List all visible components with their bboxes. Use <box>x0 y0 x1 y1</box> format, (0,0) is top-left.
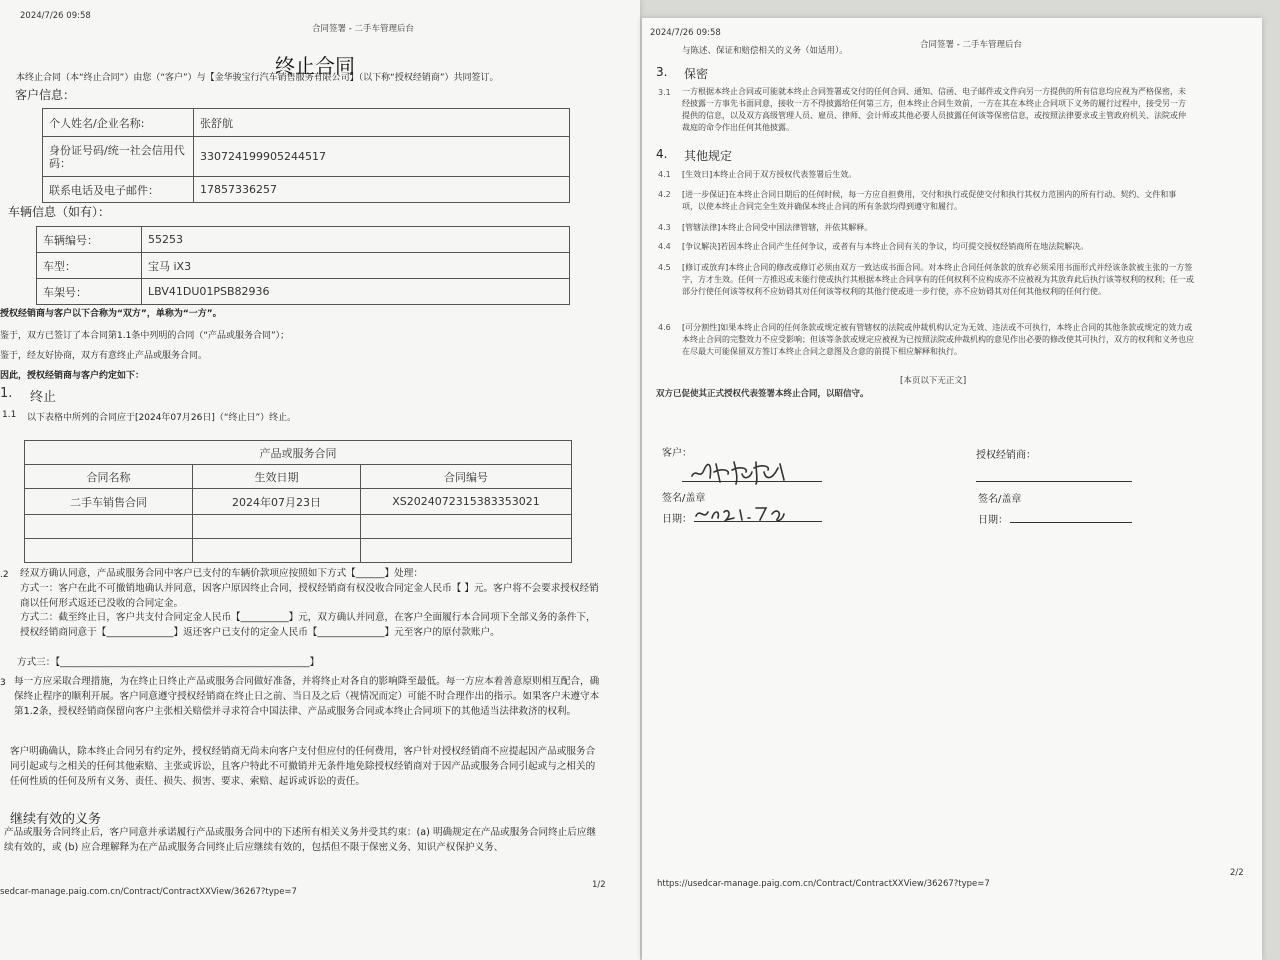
clause-4-3-number: 4.3 <box>658 223 671 232</box>
section-1-number: 1. <box>0 386 13 401</box>
customer-signature-label: 客户： <box>662 448 692 459</box>
customer-sign-stamp-label: 签名/盖章 <box>662 493 706 504</box>
dealer-signature-label: 授权经销商： <box>976 450 1036 461</box>
table-row <box>37 279 570 305</box>
clause-1-1-text: 以下表格中所列的合同应于[2024年07月26日]（“终止日”）终止。 <box>27 413 297 423</box>
print-timestamp: 2024/7/26 09:58 <box>20 11 91 21</box>
table-row <box>25 489 572 515</box>
customer-value: 张舒航 <box>194 109 570 137</box>
customer-label: 个人姓名/企业名称: <box>43 109 194 137</box>
customer-value: 330724199905244517 <box>194 137 570 177</box>
clause-1-3-number: 3 <box>0 678 6 688</box>
parties-definition: 授权经销商与客户以下合称为“双方”，单称为“一方”。 <box>0 309 222 319</box>
clause-1-2-option-2: 方式二：截至终止日，客户共支付合同定金人民币【__________】元，双方确认并同意，在客户全面履行本合同项下全部义务的条件下，授权经销商同意于【______________】返还客户已支付的定金人民币【______________】元至客户的原付款账户。 <box>20 612 596 638</box>
empty-cell <box>193 515 361 539</box>
contract-number-cell: XS2024072315383353021 <box>361 489 572 515</box>
table-row <box>43 137 570 177</box>
vehicle-heading: 车辆信息（如有）： <box>8 205 111 219</box>
clause-4-4-text: [争议解决]若因本终止合同产生任何争议，或者有与本终止合同有关的争议，均可提交授权经销商所在地法院解决。 <box>682 242 1089 251</box>
page-number: 1/2 <box>592 880 606 890</box>
clause-1-4-text: 客户明确确认，除本终止合同另有约定外，授权经销商无尚未向客户支付但应付的任何费用，客户针对授权经销商不应提起因产品或服务合同引起或与之相关的任何其他索赔、主张或诉讼，且客户特此不可撤销并无条件地免除授权经销商对于因产品或服务合同引起或与之相关的任何性质的任何及所有义务、责任、损失、损害、要求、索赔、起诉或诉讼的责任。 <box>10 746 596 787</box>
intro-paragraph: 本终止合同（本“终止合同”）由您（“客户”）与【金华骏宝行汽车销售服务有限公司】（以下称“授权经销商”）共同签订。 <box>16 73 499 83</box>
dealer-date-line <box>1010 522 1132 523</box>
clause-1-3-text: 每一方应采取合理措施，为在终止日终止产品或服务合同做好准备，并将终止对各自的影响降至最低。每一方应本着善意原则相互配合，确保终止程序的顺利开展。客户同意遵守授权经销商在终止日之前、当日及之后（视情况而定）可能不时合理作出的指示。如果客户未遵守本第1.2条，授权经销商保留向客户主张相关赔偿并寻求符合中国法律、产品或服务合同或本终止合同项下的其他适当法律救济的权利。 <box>14 676 600 717</box>
continued-line: 与陈述、保证和赔偿相关的义务（如适用）。 <box>682 46 848 56</box>
print-header: 合同签署 - 二手车管理后台 <box>312 24 414 34</box>
column-header: 合同名称 <box>25 465 193 489</box>
customer-date-label: 日期： <box>662 514 692 525</box>
customer-heading: 客户信息： <box>15 88 76 102</box>
table-row <box>43 177 570 203</box>
vehicle-value: LBV41DU01PSB82936 <box>142 279 570 305</box>
section-4-title: 其他规定 <box>684 149 733 163</box>
contract-name-cell: 二手车销售合同 <box>25 489 193 515</box>
footer-url: https://usedcar-manage.paig.com.cn/Contract/ContractXXView/36267?type=7 <box>657 879 990 889</box>
table-row <box>43 109 570 137</box>
clause-4-4-number: 4.4 <box>658 242 671 251</box>
section-2-text: 产品或服务合同终止后，客户同意并承诺履行产品或服务合同中的下述所有相关义务并受其约束：(a) 明确规定在产品或服务合同终止后应继续有效的，或 (b) 应合理解释为在产品或服务合同终止后应继续有效的，包括但不限于保密义务、知识产权保护义务、 <box>4 827 597 853</box>
empty-cell <box>25 515 193 539</box>
vehicle-value: 55253 <box>142 227 570 253</box>
empty-cell <box>193 539 361 563</box>
dealer-date-label: 日期： <box>978 515 1008 526</box>
clause-1-2-text: 经双方确认同意，产品或服务合同中客户已支付的车辆价款项应按照如下方式【______】处理： <box>20 568 423 579</box>
column-header: 生效日期 <box>193 465 361 489</box>
customer-label: 联系电话及电子邮件： <box>43 177 194 203</box>
clause-4-5-text: [修订或放弃]本终止合同的修改或修订必须由双方一致达成书面合同。对本终止合同任何条款的放弃必须采用书面形式并经该条款被主张的一方签字，方才生效。任何一方推迟或未能行使或执行其根据本终止合同享有的任何权利不应构成亦不应被视为其放弃此后执行该等权利的权利；任一或部分行使任何该等权利不应妨碍其对任何该等权利的其他行使或进一步行使，亦不应妨碍其对任何其他权利的任何行使。 <box>682 263 1194 296</box>
handwritten-signature <box>686 450 796 490</box>
empty-cell <box>25 539 193 563</box>
clause-4-3-text: [管辖法律]本终止合同受中国法律管辖，并依其解释。 <box>682 223 873 232</box>
empty-cell <box>361 539 572 563</box>
table-row <box>37 253 570 279</box>
clause-1-1-number: 1.1 <box>2 410 17 420</box>
clause-1-2-option-1: 方式一：客户在此不可撤销地确认并同意，因客户原因终止合同，授权经销商有权没收合同定金人民币【 】元。客户将不会要求授权经销商以任何形式返还已没收的合同定金。 <box>20 583 599 609</box>
table-row <box>25 539 572 563</box>
clause-3-1-number: 3.1 <box>658 88 671 97</box>
whereas-clause-1: 鉴于，双方已签订了本合同第1.1条中列明的合同（“产品或服务合同”）； <box>0 331 290 341</box>
customer-date-line <box>694 521 822 522</box>
witness-clause: 双方已促使其正式授权代表签署本终止合同，以昭信守。 <box>656 389 869 399</box>
print-timestamp: 2024/7/26 09:58 <box>650 28 721 38</box>
therefore-clause: 因此，授权经销商与客户约定如下： <box>0 371 145 381</box>
whereas-clause-2: 鉴于，经友好协商，双方有意终止产品或服务合同。 <box>0 351 208 361</box>
document-title: 终止合同 <box>275 54 355 78</box>
clause-4-1-number: 4.1 <box>658 170 671 179</box>
section-3-title: 保密 <box>684 67 709 81</box>
print-header: 合同签署 - 二手车管理后台 <box>920 40 1022 50</box>
clause-4-1-text: [生效日]本终止合同于双方授权代表签署后生效。 <box>682 170 857 179</box>
table-header-row <box>25 465 572 489</box>
clause-4-6-number: 4.6 <box>658 323 671 332</box>
customer-signature-line <box>682 481 822 482</box>
vehicle-value: 宝马 iX3 <box>142 253 570 279</box>
section-1-title: 终止 <box>30 390 57 405</box>
customer-value: 17857336257 <box>194 177 570 203</box>
clause-4-2-number: 4.2 <box>658 190 671 199</box>
vehicle-label: 车架号： <box>37 279 142 305</box>
empty-cell <box>361 515 572 539</box>
customer-info-table <box>42 108 570 203</box>
clause-1-2-option-3: 方式三：【____________________________________________________】 <box>17 657 320 668</box>
page-number: 2/2 <box>1230 868 1244 878</box>
effective-date-cell: 2024年07月23日 <box>193 489 361 515</box>
clause-4-5-number: 4.5 <box>658 263 671 272</box>
table-row <box>25 441 572 465</box>
clause-3-1-text: 一方根据本终止合同或可能就本终止合同签署或交付的任何合同、通知、信函、电子邮件或文件向另一方提供的所有信息均应视为严格保密，未经披露一方事先书面同意，接收一方不得披露给任何第三方，但本终止合同生效前，一方在其在本终止合同项下义务的履行过程中，接受另一方提供的信息，以及双方高级管理人员、雇员、律师、会计师或其他必要人员披露任何该等保密信息，或按照法律要求或主管政府机关、法院或仲裁庭的命令作出任何其他披露。 <box>682 87 1186 132</box>
table-row <box>25 515 572 539</box>
no-text-below-note: [本页以下无正文] <box>900 376 967 386</box>
column-header: 合同编号 <box>361 465 572 489</box>
section-3-number: 3. <box>656 65 668 79</box>
contract-page-2 <box>642 18 1262 960</box>
clause-4-2-text: [进一步保证]在本终止合同日期后的任何时候，每一方应自担费用，交付和执行或促使交付和执行其权力范围内的所有行动、契约、文件和事项，以使本终止合同完全生效并确保本终止合同的所有条款均得到遵守和履行。 <box>682 190 1177 211</box>
table-row <box>37 227 570 253</box>
vehicle-info-table <box>36 226 570 305</box>
clause-4-6-text: [可分割性]如果本终止合同的任何条款或规定被有管辖权的法院或仲裁机构认定为无效、违法或不可执行，本终止合同的其他条款或规定的效力或本终止合同的完整效力不应受影响；但该等条款或规定应被视为已按照法院或仲裁机构的意见作出必要的修改使其可执行，双方的权利和义务也应在尽最大可能保留双方签订本终止合同之意图及合意的前提下相应解释和执行。 <box>682 323 1194 356</box>
dealer-signature-line <box>976 481 1132 482</box>
vehicle-label: 车辆编号： <box>37 227 142 253</box>
section-4-number: 4. <box>656 147 668 161</box>
section-2-title: 继续有效的义务 <box>10 812 102 827</box>
contract-table <box>24 440 572 563</box>
dealer-sign-stamp-label: 签名/盖章 <box>978 494 1022 505</box>
contract-table-caption: 产品或服务合同 <box>25 441 572 465</box>
vehicle-label: 车型： <box>37 253 142 279</box>
customer-label: 身份证号码/统一社会信用代码： <box>43 137 194 177</box>
footer-url: sedcar-manage.paig.com.cn/Contract/ContractXXView/36267?type=7 <box>0 887 297 897</box>
clause-1-2-number: .2 <box>0 570 9 580</box>
